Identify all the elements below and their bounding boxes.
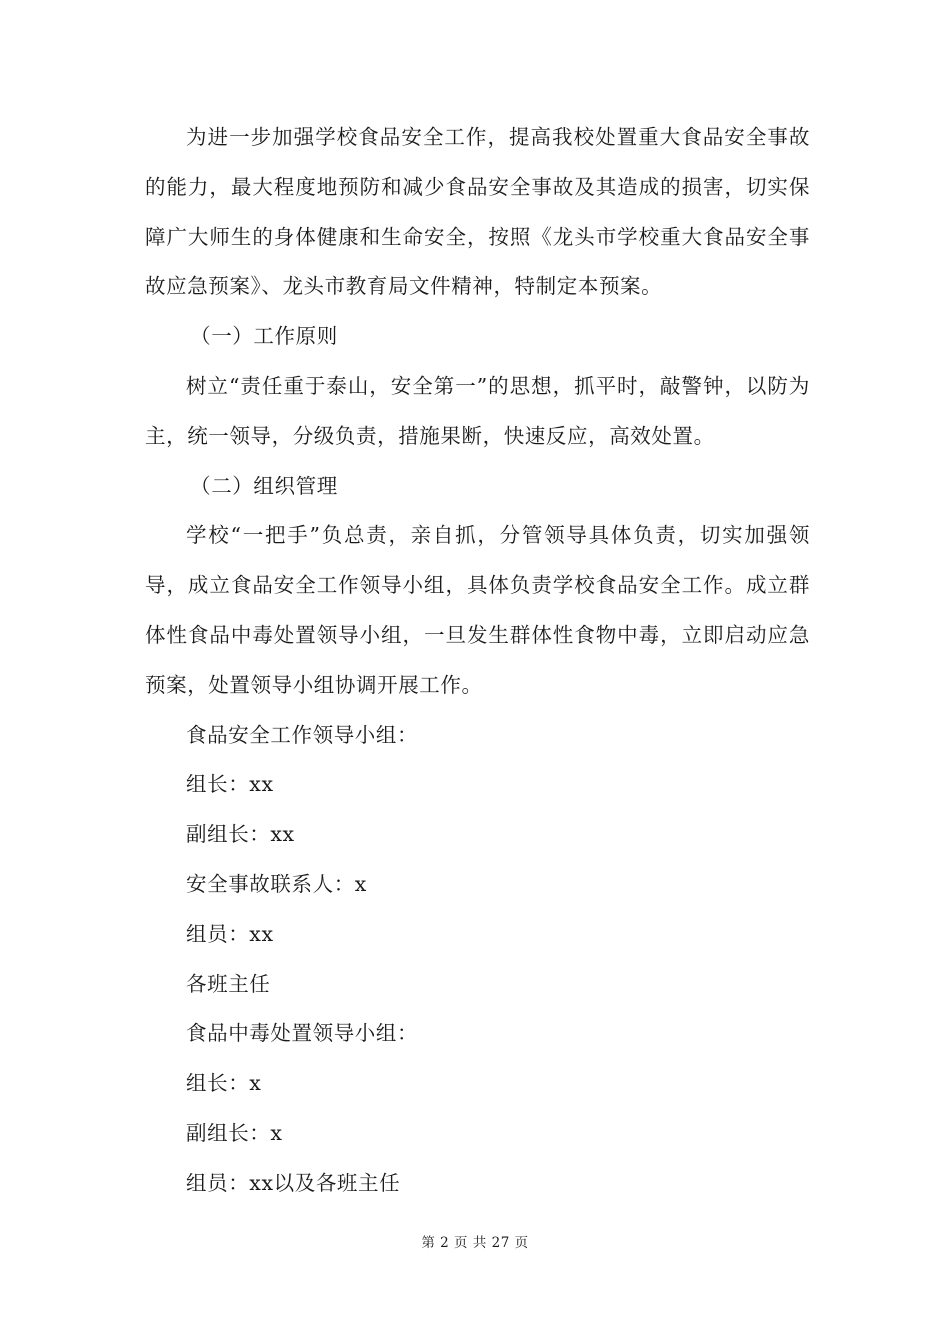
food-safety-group-heading: 食品安全工作领导小组： [186, 722, 419, 747]
section-heading-work-principles: （一）工作原则 [190, 324, 338, 349]
poisoning-group-heading: 食品中毒处置领导小组： [186, 1021, 419, 1046]
poisoning-group-deputy: 副组长：x [186, 1120, 283, 1145]
food-safety-group-class-teachers: 各班主任 [186, 971, 271, 996]
section-heading-organization: （二）组织管理 [190, 473, 338, 498]
food-safety-group-deputy: 副组长：xx [186, 822, 295, 847]
intro-paragraph: 为进一步加强学校食品安全工作，提高我校处置重大食品安全事故的能力，最大程度地预防和减少食品安全事故及其造成的损害，切实保障广大师生的身体健康和生命安全，按照《龙头市学校重大食品安全事故应急预案》、龙头市教育局文件精神，特制定本预案。 [145, 125, 810, 299]
organization-paragraph: 学校“一把手”负总责，亲自抓，分管领导具体负责，切实加强领导，成立食品安全工作领导小组，具体负责学校食品安全工作。成立群体性食品中毒处置领导小组，一旦发生群体性食物中毒，立即启动应急预案，处置领导小组协调开展工作。 [145, 523, 810, 697]
poisoning-group-members: 组员：xx以及各班主任 [186, 1170, 401, 1195]
poisoning-group-leader: 组长：x [186, 1071, 262, 1096]
food-safety-group-contact: 安全事故联系人：x [186, 871, 367, 896]
work-principles-paragraph: 树立“责任重于泰山，安全第一”的思想，抓平时，敲警钟，以防为主，统一领导，分级负责，措施果断，快速反应，高效处置。 [145, 373, 810, 448]
food-safety-group-members: 组员：xx [186, 921, 274, 946]
document-body [145, 113, 810, 1209]
page-number-footer: 第 2 页 共 27 页 [421, 1235, 529, 1251]
food-safety-group-leader: 组长：xx [186, 772, 274, 797]
